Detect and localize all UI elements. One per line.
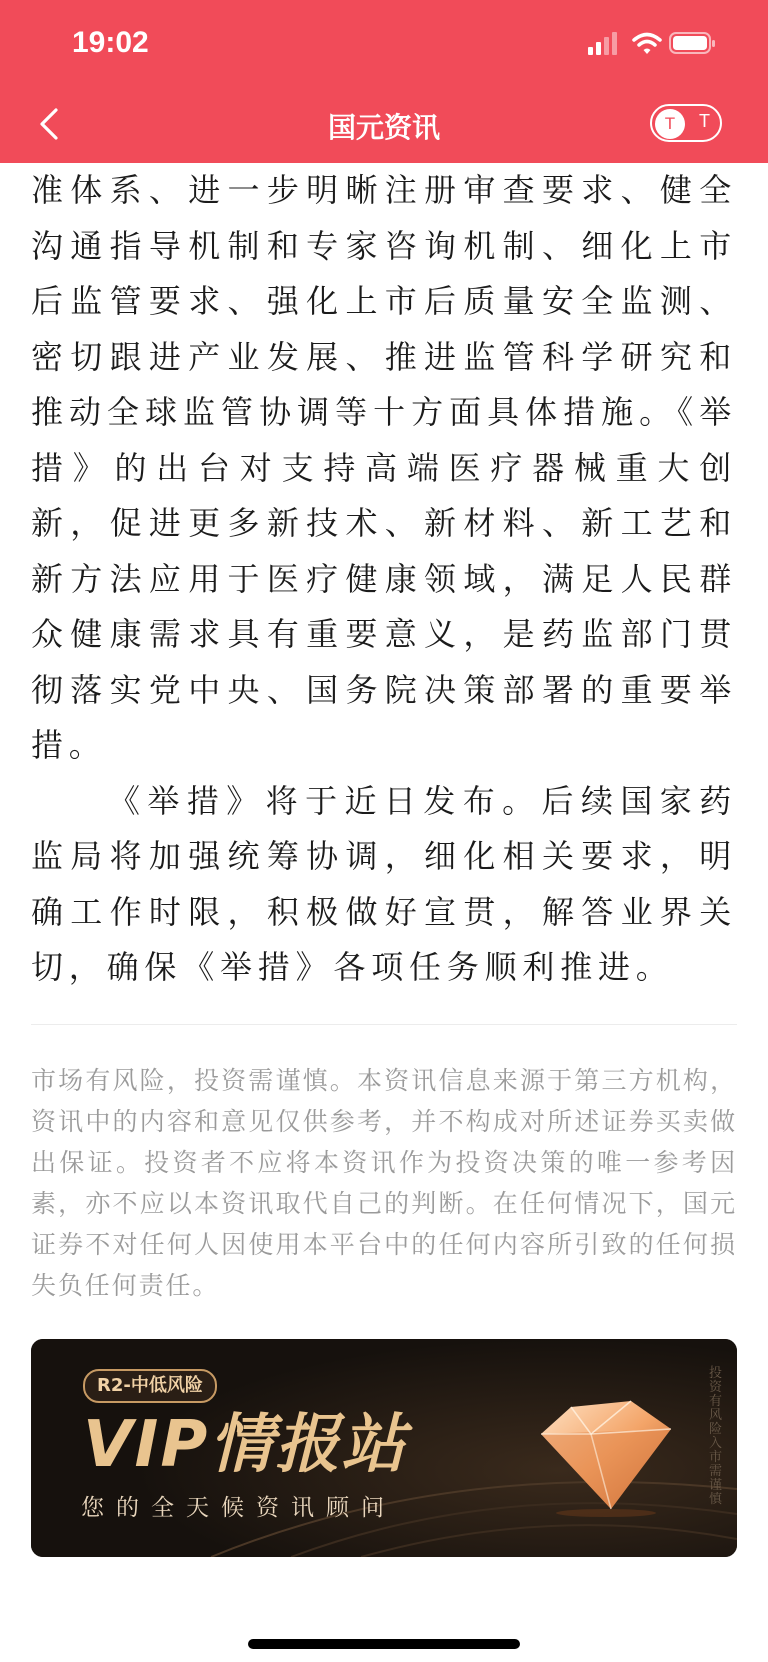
status-time: 19:02 — [72, 26, 149, 59]
status-icons — [588, 30, 718, 58]
risk-level-badge: R2-中低风险 — [83, 1369, 217, 1403]
battery-icon — [670, 33, 715, 53]
article-paragraph: 《举措》将于近日发布。后续国家药监局将加强统筹协调，细化相关要求，明确工作时限，积极做好宣贯，解答业界关切，确保《举措》各项任务顺利推进。 — [31, 781, 737, 986]
top-bar — [0, 0, 768, 163]
font-size-toggle[interactable] — [650, 104, 722, 142]
vip-banner[interactable] — [31, 1339, 737, 1557]
risk-disclaimer: 市场有风险，投资需谨慎。本资讯信息来源于第三方机构，资讯中的内容和意见仅供参考，并不构成对所述证券买卖做出保证。投资者不应将本资讯作为投资决策的唯一参考因素，亦不应以本资讯取代自己的判断。在任何情况下，国元证券不对任何人因使用本平台中的任何内容所引致的任何损失负任何责任。 — [31, 1066, 737, 1300]
diamond-icon — [511, 1389, 691, 1519]
article-paragraph: 准体系、进一步明晰注册审查要求、健全沟通指导机制和专家咨询机制、细化上市后监管要求、强化上市后质量安全监测、密切跟进产业发展、推进监管科学研究和推动全球监管协调等十方面具体措施。《举措》的出台对支持高端医疗器械重大创新，促进更多新技术、新材料、新工艺和新方法应用于医疗健康领域，满足人民群众健康需求具有重要意义，是药监部门贯彻落实党中央、国务院决策部署的重要举措。 — [31, 171, 737, 764]
article-body — [31, 163, 737, 996]
signal-icon — [588, 32, 617, 55]
banner-side-text: 投资有风险 入市需谨慎 — [709, 1366, 723, 1507]
font-size-small-label: T — [655, 109, 685, 139]
divider — [31, 1024, 737, 1025]
page-title: 国元资讯 — [327, 111, 440, 144]
wifi-icon — [634, 35, 660, 55]
font-size-large-label: T — [699, 111, 710, 131]
home-indicator[interactable] — [248, 1639, 520, 1649]
banner-title: VIP情报站 — [83, 1408, 408, 1482]
banner-subtitle: 您的全天候资讯顾问 — [81, 1495, 396, 1521]
